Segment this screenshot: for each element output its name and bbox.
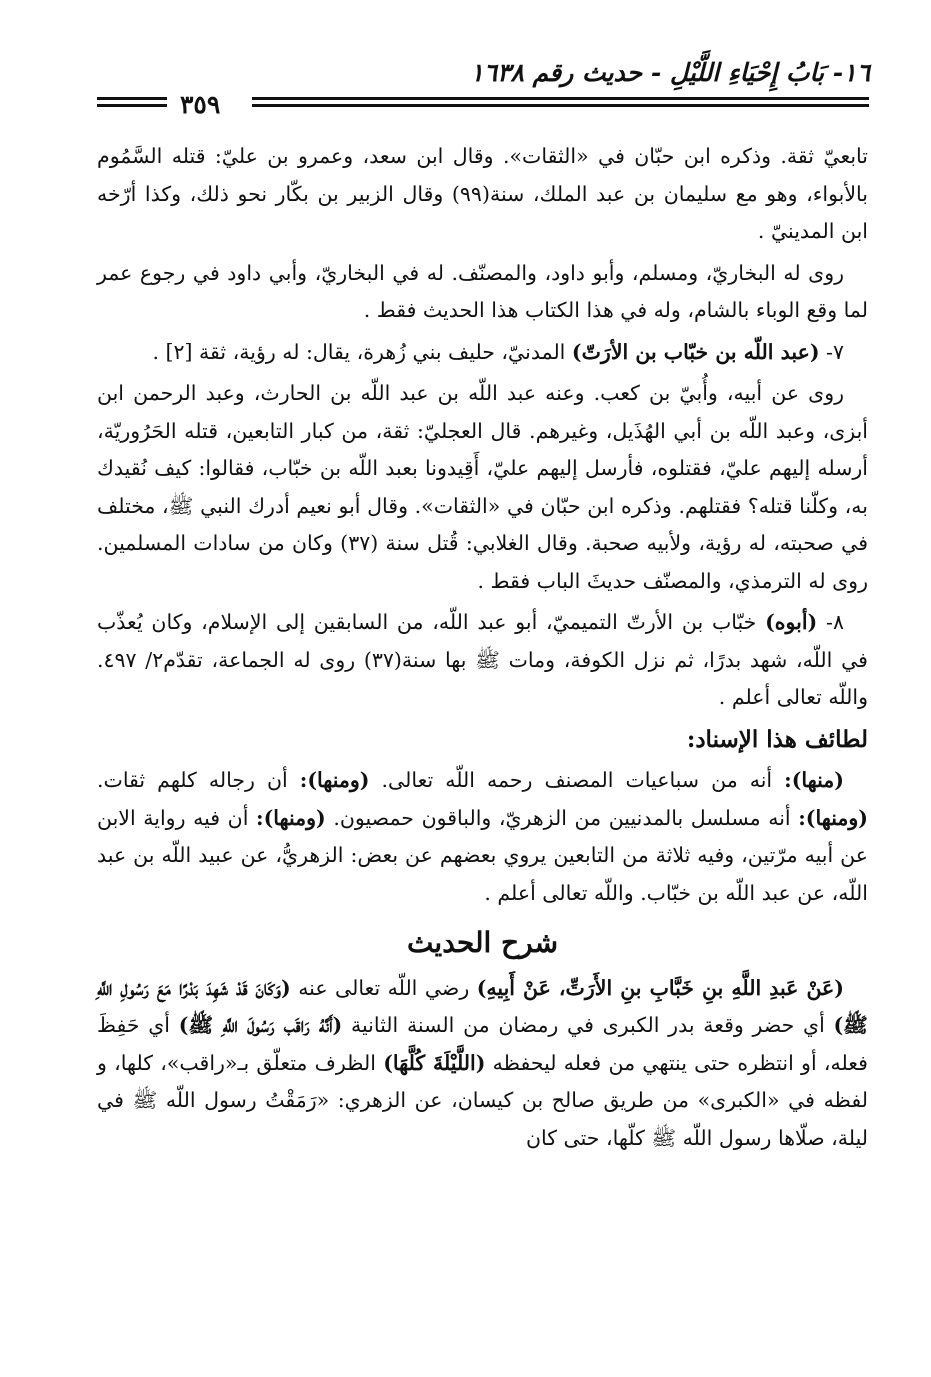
- item-number: ٧-: [826, 339, 844, 364]
- page-body: [97, 138, 868, 1161]
- paragraph-text: أن فيه رواية الابن عن أبيه مرّتين، وفيه ثلاثة من التابعين يروي بعضهم عن بعض: الزهريُّ، عن عبيد اللّه بن عبد اللّه، عن عبد اللّه بن خبّاب. واللّه تعالى أعلم .: [97, 805, 868, 905]
- narrator-name: (أبوه): [765, 610, 818, 634]
- paragraph-isnad-notes: [97, 762, 868, 912]
- paragraph-narrator-6-end: [97, 138, 868, 251]
- hadith-quote: (أَنَّهُ رَاقَب رَسُولَ اللَّهِ ﷺ): [178, 1013, 343, 1037]
- paragraph-text: أنه من سباعيات المصنف رحمه اللّه تعالى.: [381, 768, 773, 792]
- item-number: ٨-: [826, 610, 844, 634]
- hadith-quote: (وَكَانَ قَدْ شَهِدَ بَدْرًا مَعَ رَسُولِ اللَّهِ ﷺ): [97, 975, 868, 1037]
- section-title: شرح الحديث: [406, 926, 559, 959]
- bold-marker: (ومنها):: [798, 805, 868, 830]
- paragraph-narrator-8: [97, 604, 868, 717]
- paragraph-text: روى له البخاريّ، ومسلم، وأبو داود، والمصنّف. له في البخاريّ، وأبي داود في رجوع عمر لما وقع الوباء بالشام، وله في هذا الكتاب هذا الحديث فقط .: [97, 260, 868, 322]
- paragraph-narrator-6-narrations: [97, 255, 868, 330]
- header-rule-left-top: [97, 97, 167, 100]
- running-head: ١٦- بَابُ إِحْيَاءِ اللَّيْلِ - حديث رقم ١٦٣٨: [470, 58, 870, 87]
- paragraph-text: روى عن أبيه، وأُبيّ بن كعب. وعنه عبد اللّه بن عبد اللّه بن الحارث، وعبد الرحمن ابن أبزى، وعبد اللّه بن أبي الهُذَيل، وغيرهم. قال العجليّ: ثقة، من كبار التابعين، قتله الحَرُوريّة، أرسله إليهم عليّ، فقتلوه، فأرسل إليهم عليّ، أَقِيدونا بعبد اللّه بن خبّاب، فقالوا: كيف نُقيدك به، وكلّنا قتله؟ فقتلهم. وذكره ابن حبّان في «الثقات». وقال أبو نعيم أدرك النبي ﷺ، مختلف في صحبته، له رؤية، ولأبيه صحبة. وقال الغلابي: قُتل سنة (٣٧) وكان من سادات المسلمين. روى له الترمذي، والمصنّف حديثَ الباب فقط .: [97, 381, 868, 593]
- narrator-name: (عبد اللّه بن خبّاب بن الأرَتّ): [571, 339, 820, 364]
- header-rule-left-bottom: [97, 104, 167, 107]
- bold-marker: (ومنها):: [256, 805, 326, 830]
- page-header: [95, 58, 870, 118]
- paragraph-text: أن رجاله كلهم ثقات.: [97, 768, 288, 792]
- hadith-quote: (اللَّيْلَةَ كُلَّهَا): [383, 1050, 486, 1075]
- header-rule-right-top: [252, 97, 869, 100]
- paragraph-text: المدنيّ، حليف بني زُهرة، يقال: له رؤية، ثقة [٢] .: [152, 339, 566, 364]
- header-rule-right-bottom: [252, 104, 869, 107]
- paragraph-text: الظرف متعلّق بـ«راقب»، كلها، و لفظه في «الكبرى» من طريق صالح بن كيسان، عن الزهري: «رَمَقْتُ رسول اللّه ﷺ في ليلة، صلّاها رسول اللّه ﷺ كلّها، حتى كان: [97, 1050, 868, 1150]
- paragraph-text: تابعيّ ثقة. وذكره ابن حبّان في «الثقات». وقال ابن سعد، وعمرو بن عليّ: قتله السَّمُوم بالأبواء، وهو مع سليمان بن عبد الملك، سنة(٩٩) وقال الزبير بن بكّار نحو ذلك، وكذا أرّخه ابن المدينيّ .: [97, 144, 869, 243]
- bold-marker: (منها):: [784, 768, 844, 792]
- paragraph-text: أنه مسلسل بالمدنيين من الزهريّ، والباقون حمصيون.: [333, 805, 791, 830]
- paragraph-text: أي حَفِظَ فعله، أو انتظره حتى ينتهي من فعله ليحفظه: [97, 1013, 868, 1075]
- subheading-isnad-notes: لطائف هذا الإسناد:: [686, 725, 868, 753]
- hadith-quote: (عَنْ عَبدِ اللَّهِ بنِ خَبَّابِ بنِ الأَرَتِّ، عَنْ أَبِيهِ): [476, 975, 844, 1000]
- paragraph-text: أي حضر وقعة بدر الكبرى في رمضان من السنة الثانية: [350, 1013, 825, 1037]
- page-number: ٣٥٩: [180, 90, 221, 119]
- paragraph-text: رضي اللّه تعالى عنه: [298, 975, 470, 1000]
- paragraph-text: خبّاب بن الأرتّ التميميّ، أبو عبد اللّه، من السابقين إلى الإسلام، وكان يُعذّب في اللّه، شهد بدرًا، ثم نزل الكوفة، ومات ﷺ بها سنة(٣٧) روى له الجماعة، تقدّم٢/ ٤٩٧. واللّه تعالى أعلم .: [97, 610, 868, 709]
- paragraph-narrator-7: [97, 334, 868, 372]
- bold-marker: (ومنها):: [299, 768, 370, 792]
- paragraph-narrator-7-bio: [97, 375, 868, 600]
- paragraph-hadith-commentary: [97, 970, 868, 1158]
